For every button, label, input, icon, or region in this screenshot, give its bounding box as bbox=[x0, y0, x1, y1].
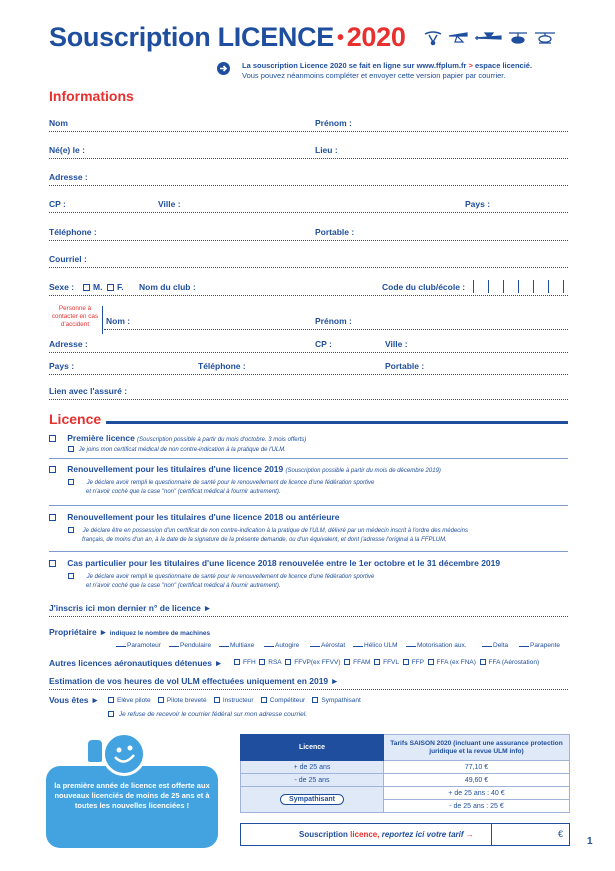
page-title bbox=[49, 22, 406, 53]
contact-accident-label: Personne à contacter en cas d'accident bbox=[51, 305, 99, 328]
statut-instructeur[interactable]: Instructeur bbox=[214, 697, 254, 704]
autre-rsa[interactable]: RSA bbox=[259, 659, 281, 666]
sexe-m-checkbox[interactable] bbox=[83, 284, 90, 291]
tarifs-table-wrap bbox=[240, 734, 570, 813]
questionnaire-2019-checkbox[interactable] bbox=[68, 479, 74, 485]
souscription-tarif-input[interactable]: € bbox=[491, 824, 569, 845]
machine-aerostat[interactable]: Aérostat bbox=[310, 642, 345, 649]
table-row: + de 25 ans 77,10 € bbox=[241, 761, 570, 774]
autre-ffvl[interactable]: FFVL bbox=[374, 659, 399, 666]
sexe-label: Sexe : bbox=[49, 282, 75, 292]
prenom-label: Prénom : bbox=[315, 118, 352, 128]
machine-multiaxe[interactable]: Multiaxe bbox=[219, 642, 254, 649]
autre-ffa-fna[interactable]: FFA (ex FNA) bbox=[428, 659, 476, 666]
renouv-2019-checkbox[interactable] bbox=[49, 466, 56, 473]
nom-label: Nom bbox=[49, 118, 68, 128]
autre-ffam[interactable]: FFAM bbox=[344, 659, 370, 666]
tarifs-header-licence: Licence bbox=[241, 735, 384, 761]
pays-label: Pays : bbox=[465, 199, 491, 209]
smiley-icon bbox=[102, 732, 146, 776]
certificat-checkbox[interactable] bbox=[68, 446, 74, 452]
row-naissance[interactable] bbox=[49, 145, 568, 159]
autre-ffa-aerostation[interactable]: FFA (Aérostation) bbox=[480, 659, 540, 666]
machine-autogire[interactable]: Autogire bbox=[264, 642, 299, 649]
row-nom[interactable] bbox=[49, 118, 568, 132]
lieu-label: Lieu : bbox=[315, 145, 338, 155]
row-heures[interactable] bbox=[49, 676, 568, 690]
autogyro-icon bbox=[509, 33, 527, 43]
pendular-icon bbox=[449, 33, 467, 42]
certificat-2018-checkbox[interactable] bbox=[68, 527, 74, 533]
renouv-2018-checkbox[interactable] bbox=[49, 514, 56, 521]
code-club-label: Code du club/école : bbox=[382, 282, 466, 292]
licence-option-renouv-2018[interactable]: Renouvellement pour les titulaires d'une licence 2018 ou antérieure bbox=[49, 512, 339, 522]
table-row: Sympathisant + de 25 ans : 40 € bbox=[241, 787, 570, 800]
paper-notice: Vous pouvez néanmoins compléter et envoyer cette version papier par courrier. bbox=[242, 71, 506, 80]
multiaxis-icon bbox=[475, 33, 501, 40]
licence-option-cas-particulier[interactable]: Cas particulier pour les titulaires d'une licence 2018 renouvelée entre le 1er octobre et le 31 décembre 2019 bbox=[49, 558, 500, 568]
courriel-label: Courriel : bbox=[49, 254, 87, 264]
separator bbox=[49, 458, 568, 459]
vous-etes-row: Vous êtes ► bbox=[49, 695, 100, 705]
section-licence-heading: Licence bbox=[49, 411, 102, 427]
machine-parapente[interactable]: Parapente bbox=[519, 642, 560, 649]
tarifs-table bbox=[240, 734, 570, 813]
page-number: 1 bbox=[587, 836, 593, 847]
row-dernier-numero[interactable] bbox=[49, 603, 568, 617]
sexe-f-checkbox[interactable] bbox=[107, 284, 114, 291]
telephone-label: Téléphone : bbox=[49, 227, 97, 237]
row-contact-pays[interactable] bbox=[49, 361, 568, 375]
machine-delta[interactable]: Delta bbox=[482, 642, 508, 649]
refus-checkbox[interactable] bbox=[108, 711, 114, 717]
tarifs-header-saison: Tarifs SAISON 2020 (incluant une assurance protection juridique et la revue ULM info) bbox=[384, 735, 570, 761]
statut-competiteur[interactable]: Compétiteur bbox=[261, 697, 305, 704]
ville-label: Ville : bbox=[158, 199, 181, 209]
contact-adresse-label: Adresse : bbox=[49, 339, 88, 349]
adresse-label: Adresse : bbox=[49, 172, 88, 182]
promo-bubble: la première année de licence est offerte aux nouveaux licenciés de moins de 25 ans et à toutes les nouvelles licenciées ! bbox=[46, 766, 218, 848]
row-telephone[interactable] bbox=[49, 227, 568, 241]
contact-cp-label: CP : bbox=[315, 339, 332, 349]
statut-options bbox=[108, 697, 361, 704]
helicopter-icon bbox=[535, 33, 555, 43]
lien-label: Lien avec l'assuré : bbox=[49, 386, 128, 396]
aircraft-icons bbox=[423, 30, 558, 46]
row-cp-ville[interactable] bbox=[49, 199, 568, 213]
online-notice: La souscription Licence 2020 se fait en ligne sur www.ffplum.fr > espace licencié. bbox=[242, 61, 533, 70]
licence-option-renouv-2019-sub: Je déclare avoir rempli le questionnaire de santé pour le renouvellement de licence d'une fédération sportive et n'avoir coché que la case "non" (certificat médical à fournir autrement). bbox=[68, 479, 374, 497]
proprietaire-row: Propriétaire ► indiquez le nombre de machines bbox=[49, 627, 211, 637]
contact-telephone-label: Téléphone : bbox=[198, 361, 246, 371]
row-lien[interactable] bbox=[49, 386, 568, 400]
portable-label: Portable : bbox=[315, 227, 355, 237]
autres-licences-row: Autres licences aéronautiques détenues ► bbox=[49, 658, 223, 668]
questionnaire-cas-checkbox[interactable] bbox=[68, 573, 74, 579]
machine-pendulaire[interactable]: Pendulaire bbox=[169, 642, 211, 649]
paramotor-icon bbox=[425, 32, 441, 45]
cp-label: CP : bbox=[49, 199, 66, 209]
autres-licences-options bbox=[234, 659, 539, 666]
title-main: Souscription LICENCE bbox=[49, 22, 335, 52]
contact-prenom-label: Prénom : bbox=[315, 316, 352, 326]
dernier-numero-label: J'inscris ici mon dernier n° de licence ► bbox=[49, 603, 212, 613]
title-year: 2020 bbox=[346, 22, 406, 52]
online-arrow-icon bbox=[217, 62, 230, 75]
row-sexe-club: Sexe : M. F. Nom du club : Code du club/école : bbox=[49, 282, 568, 296]
contact-portable-label: Portable : bbox=[385, 361, 425, 371]
contact-divider bbox=[102, 306, 103, 334]
table-row: - de 25 ans 49,60 € bbox=[241, 774, 570, 787]
separator bbox=[49, 505, 568, 506]
row-contact-adresse[interactable] bbox=[49, 339, 568, 353]
machine-motorisation[interactable]: Motorisation aux. bbox=[406, 642, 467, 649]
espace-licencie-link[interactable]: espace licencié. bbox=[474, 61, 533, 70]
row-courriel[interactable] bbox=[49, 254, 568, 268]
souscription-label: Souscription licence, reportez ici votre tarif → bbox=[299, 830, 474, 839]
licence-heading-rule bbox=[106, 421, 568, 424]
contact-pays-label: Pays : bbox=[49, 361, 75, 371]
licence-option-cas-particulier-sub: Je déclare avoir rempli le questionnaire de santé pour le renouvellement de licence d'une fédération sportive et n'avoir coché que la case "non" (certificat médical à fournir autrement). bbox=[68, 573, 374, 591]
machine-paramoteur[interactable]: Paramoteur bbox=[116, 642, 161, 649]
sympathisant-pill: Sympathisant bbox=[280, 794, 344, 805]
row-adresse[interactable] bbox=[49, 172, 568, 186]
licence-option-premiere-sub: Je joins mon certificat médical de non contre-indication à la pratique de l'ULM. bbox=[68, 446, 286, 455]
cas-particulier-checkbox[interactable] bbox=[49, 560, 56, 567]
section-informations-heading: Informations bbox=[49, 88, 134, 104]
separator bbox=[49, 551, 568, 552]
contact-nom-label: Nom : bbox=[106, 316, 131, 326]
licence-option-renouv-2018-sub: Je déclare être en possession d'un certificat de non contre-indication à la pratique de l'ULM, délivré par un médecin inscrit à l'ordre des médecins français, de moins d'un an, à la date de la signature de la présente demande, ou d'un équivalent, et dont j'adresse l'original à la FFPLUM. bbox=[68, 527, 468, 545]
contact-ville-label: Ville : bbox=[385, 339, 408, 349]
code-club-boxes[interactable] bbox=[473, 280, 565, 293]
premiere-licence-checkbox[interactable] bbox=[49, 435, 56, 442]
table-row: - de 25 ans : 25 € bbox=[241, 800, 570, 813]
statut-eleve[interactable]: Elève pilote bbox=[108, 697, 151, 704]
heures-label: Estimation de vos heures de vol ULM effectuées uniquement en 2019 ► bbox=[49, 676, 339, 686]
nom-club-label: Nom du club : bbox=[139, 282, 196, 292]
row-contact-nom[interactable] bbox=[104, 316, 568, 330]
souscription-box bbox=[240, 823, 570, 846]
statut-pilote[interactable]: Pilote breveté bbox=[158, 697, 207, 704]
licence-option-premiere[interactable]: Première licence (Souscription possible à partir du mois d'octobre. 3 mois offerts) bbox=[49, 433, 306, 443]
autre-ffvp[interactable]: FFVP(ex FFVV) bbox=[285, 659, 340, 666]
ne-le-label: Né(e) le : bbox=[49, 145, 85, 155]
refus-courrier[interactable]: Je refuse de recevoir le courrier fédéral sur mon adresse courriel. bbox=[108, 711, 307, 718]
statut-sympathisant[interactable]: Sympathisant bbox=[312, 697, 360, 704]
title-dot: • bbox=[337, 27, 344, 50]
autre-ffh[interactable]: FFH bbox=[234, 659, 256, 666]
machine-helico[interactable]: Hélico ULM bbox=[353, 642, 398, 649]
autre-ffp[interactable]: FFP bbox=[403, 659, 424, 666]
licence-option-renouv-2019[interactable]: Renouvellement pour les titulaires d'une licence 2019 (Souscription possible à partir du mois de décembre 2019) bbox=[49, 464, 441, 474]
thumb-icon bbox=[88, 740, 102, 762]
